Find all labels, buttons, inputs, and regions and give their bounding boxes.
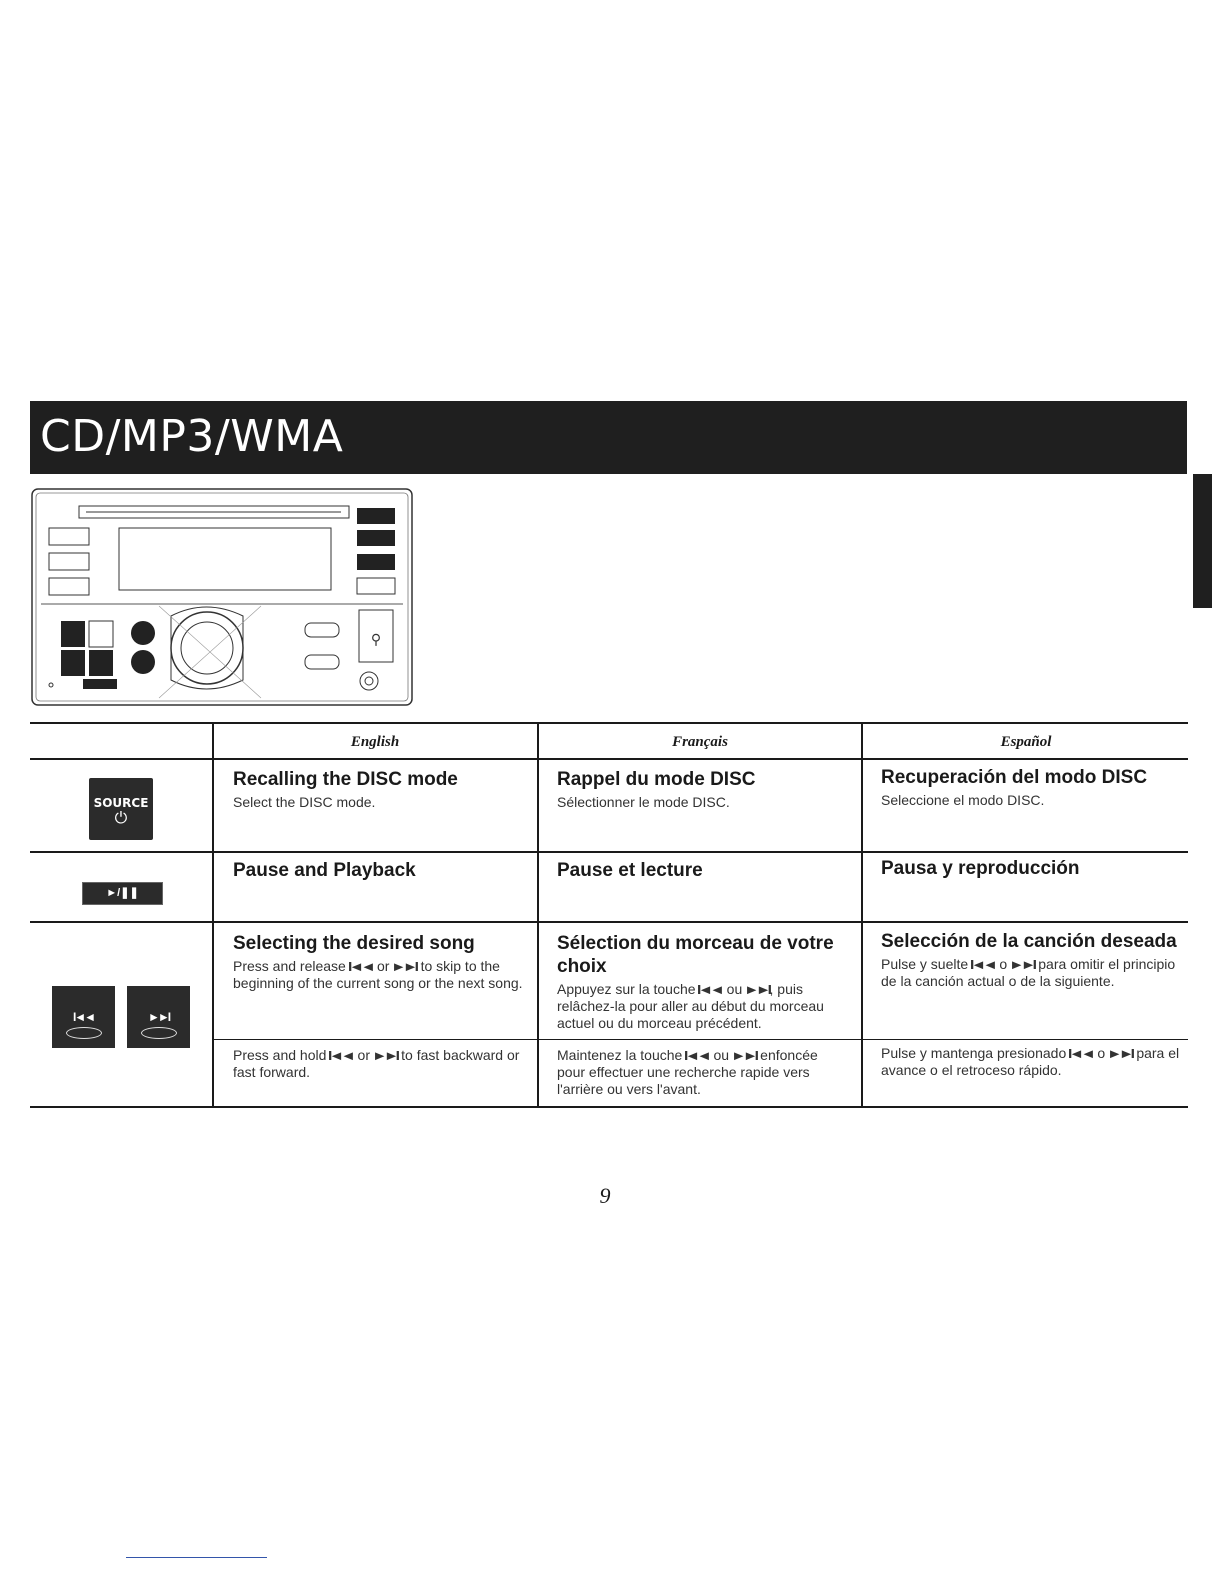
select-english-body (233, 958, 525, 992)
play-pause-button[interactable]: ►/❚❚ (82, 882, 163, 905)
chapter-tab-marker (1193, 474, 1212, 608)
recall-english-title: Recalling the DISC mode (233, 769, 458, 790)
next-track-icon: ►►I (371, 1048, 397, 1063)
pause-english-title: Pause and Playback (233, 860, 416, 881)
previous-track-icon: I◄◄ (72, 1010, 95, 1024)
pause-spanish-title: Pausa y reproducción (881, 858, 1080, 879)
previous-track-icon: I◄◄ (970, 957, 995, 972)
column-header-english: English (350, 734, 400, 750)
select-spanish-title: Selección de la canción deseada (881, 931, 1177, 952)
hold-english-text-1: Press and hold (233, 1047, 327, 1063)
previous-track-icon: I◄◄ (347, 959, 373, 974)
page-number: 9 (599, 1183, 611, 1208)
hold-french-ou: ou (713, 1047, 730, 1063)
hold-french-text-2: enfoncée pour effectuer une recherche rapide vers l'arrière ou vers l'avant. (557, 1047, 818, 1097)
pause-french-title: Pause et lecture (557, 860, 703, 881)
recall-spanish-cell (881, 766, 1181, 809)
recall-french-body: Sélectionner le mode DISC. (557, 794, 730, 810)
table-col-divider-1 (212, 724, 214, 1108)
source-power-button[interactable] (89, 778, 153, 840)
next-track-icon: ►►I (744, 982, 769, 997)
table-rule-row2 (30, 921, 1188, 923)
table-rule-row1 (30, 851, 1188, 853)
hold-spanish-text-1: Pulse y mantenga presionado (881, 1045, 1067, 1061)
select-english-text-1: Press and release (233, 958, 346, 974)
previous-track-icon: I◄◄ (684, 1048, 709, 1063)
footnote-rule (126, 1557, 267, 1558)
previous-track-icon: I◄◄ (1068, 1046, 1093, 1061)
recall-french-title: Rappel du mode DISC (557, 769, 756, 790)
hold-spanish-o: o (1097, 1045, 1106, 1061)
hold-spanish-cell (881, 1045, 1181, 1079)
select-english-title: Selecting the desired song (233, 933, 475, 954)
hold-english-body (233, 1047, 525, 1081)
recall-french-cell (557, 768, 853, 811)
table-rule-subrow (213, 1039, 1188, 1040)
select-spanish-text-1: Pulse y suelte (881, 956, 969, 972)
svg-text:⚲: ⚲ (370, 632, 382, 648)
pause-spanish-cell (881, 857, 1181, 880)
head-unit-illustration (31, 488, 413, 706)
hold-french-cell (557, 1047, 849, 1098)
pause-english-cell (233, 859, 529, 882)
hold-french-text-1: Maintenez la touche (557, 1047, 683, 1063)
hold-english-cell (233, 1047, 525, 1081)
hold-english-or: or (357, 1047, 370, 1063)
hold-english-text-2: to fast backward or fast forward. (233, 1047, 520, 1080)
table-rule-bottom (30, 1106, 1188, 1108)
pause-french-cell (557, 859, 853, 882)
table-rule-top (30, 722, 1188, 724)
previous-track-icon: I◄◄ (328, 1048, 353, 1063)
next-track-icon: ►►I (1107, 1046, 1132, 1061)
hold-french-body (557, 1047, 849, 1098)
previous-track-button[interactable] (52, 986, 115, 1048)
section-title-bar (30, 401, 1187, 474)
select-spanish-body (881, 956, 1181, 990)
select-spanish-cell (881, 930, 1181, 990)
column-header-francais: Français (672, 734, 728, 750)
section-title: CD/MP3/WMA (40, 411, 344, 462)
recall-english-body: Select the DISC mode. (233, 794, 376, 810)
select-french-body (557, 981, 853, 1032)
next-track-icon: ►►I (147, 1010, 170, 1024)
next-track-icon: ►►I (1008, 957, 1034, 972)
next-track-icon: ►►I (391, 959, 416, 974)
select-french-title: Sélection du morceau de votre choix (557, 933, 834, 977)
previous-track-icon: I◄◄ (697, 982, 722, 997)
table-rule-header (30, 758, 1188, 760)
select-french-cell (557, 932, 853, 1032)
recall-spanish-body: Seleccione el modo DISC. (881, 792, 1045, 808)
next-track-button[interactable] (127, 986, 190, 1048)
column-header-espanol: Español (1000, 734, 1052, 750)
recall-english-cell (233, 768, 529, 811)
table-col-divider-2 (537, 724, 539, 1108)
next-track-icon: ►►I (730, 1048, 756, 1063)
recall-spanish-title: Recuperación del modo DISC (881, 767, 1148, 788)
button-indicator-oval (141, 1027, 177, 1039)
select-spanish-text-2: para omitir el principio de la canción actual o de la siguiente. (881, 956, 1176, 989)
table-col-divider-3 (861, 724, 863, 1108)
select-english-or: or (376, 958, 390, 974)
button-indicator-oval (66, 1027, 102, 1039)
source-button-label: SOURCE (93, 796, 149, 810)
select-english-text-2: to skip to the beginning of the current song or the next song. (233, 958, 523, 991)
select-french-text-1: Appuyez sur la touche (557, 981, 696, 997)
select-english-cell (233, 932, 525, 992)
hold-spanish-text-2: para el avance o el retroceso rápido. (881, 1045, 1180, 1078)
select-french-text-2: , puis relâchez-la pour aller au début du morceau actuel ou du morceau précédent. (557, 981, 824, 1031)
hold-spanish-body (881, 1045, 1181, 1079)
power-icon: ⏻ (114, 808, 128, 827)
select-french-ou: ou (726, 981, 743, 997)
select-spanish-o: o (999, 956, 1008, 972)
